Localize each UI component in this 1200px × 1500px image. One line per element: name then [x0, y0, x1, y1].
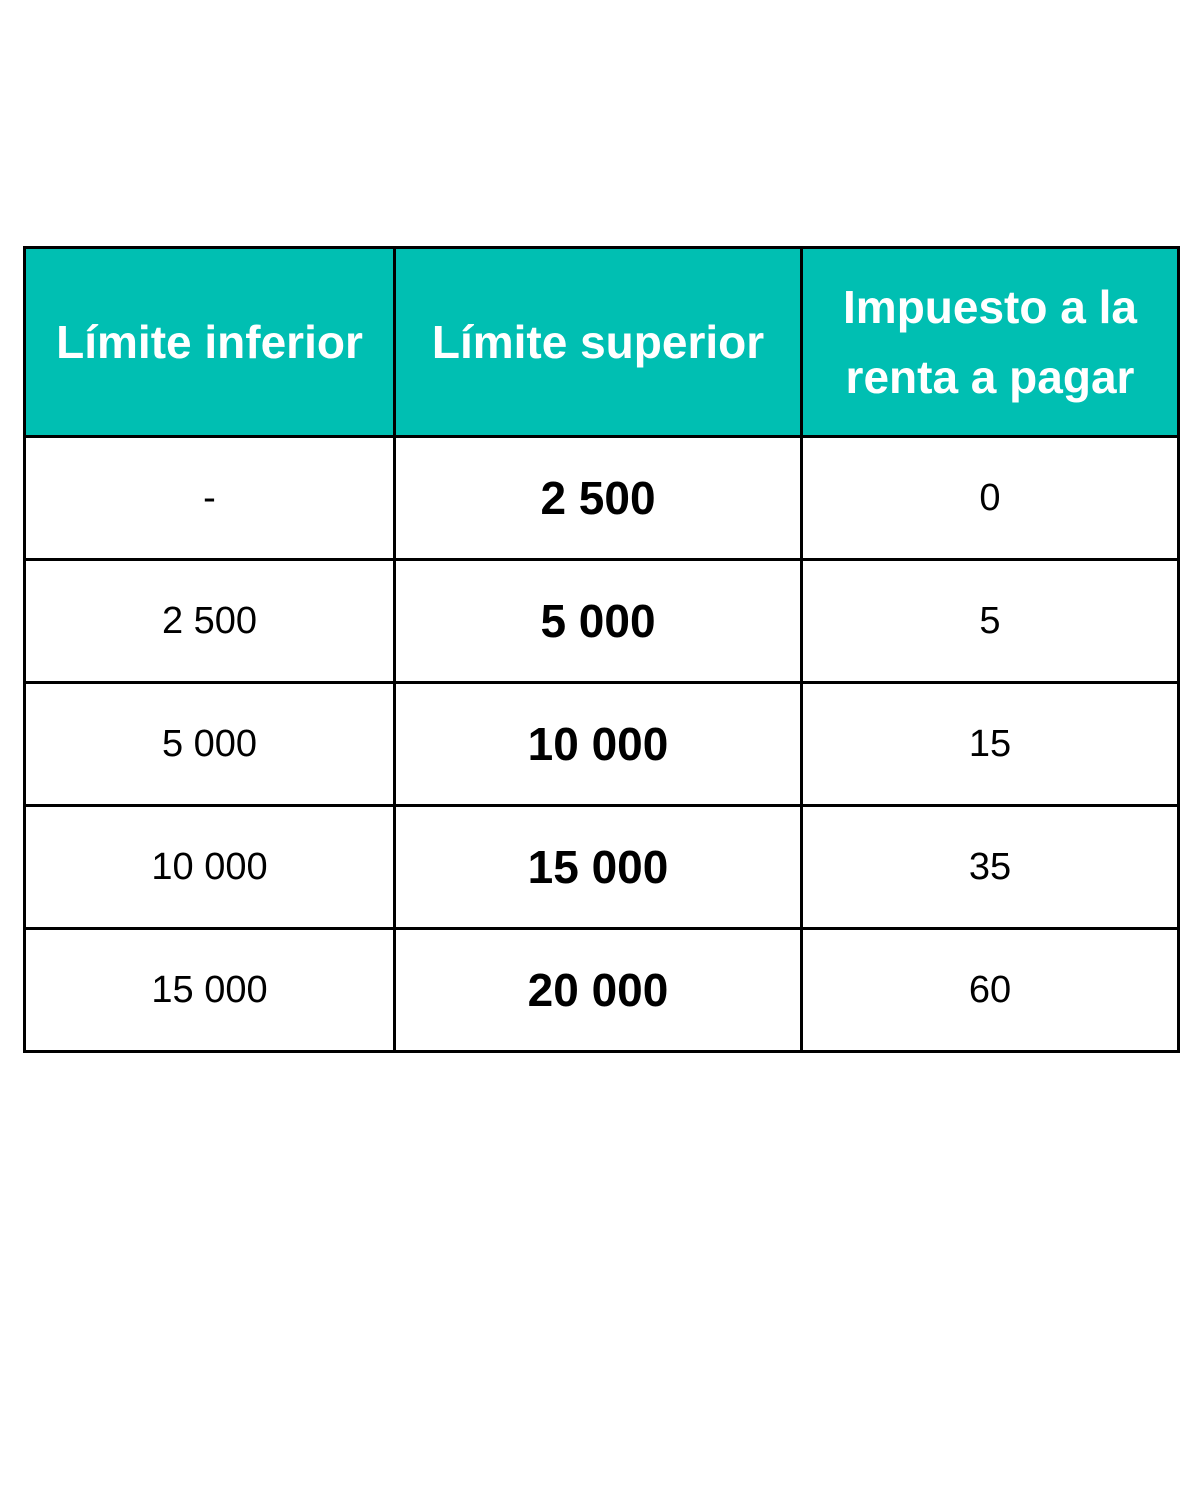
header-row — [25, 248, 1179, 437]
header-cell-tax: Impuesto a la renta a pagar — [802, 248, 1179, 437]
cell-lower-limit: - — [25, 437, 395, 560]
cell-lower-limit: 15 000 — [25, 929, 395, 1052]
cell-upper-limit: 5 000 — [395, 560, 802, 683]
cell-lower-limit: 2 500 — [25, 560, 395, 683]
table-row — [25, 929, 1179, 1052]
cell-lower-limit: 5 000 — [25, 683, 395, 806]
table-row — [25, 560, 1179, 683]
header-cell-upper-limit: Límite superior — [395, 248, 802, 437]
cell-upper-limit: 2 500 — [395, 437, 802, 560]
table-row — [25, 437, 1179, 560]
cell-tax: 15 — [802, 683, 1179, 806]
cell-upper-limit: 20 000 — [395, 929, 802, 1052]
table-row — [25, 683, 1179, 806]
cell-upper-limit: 15 000 — [395, 806, 802, 929]
cell-tax: 35 — [802, 806, 1179, 929]
table-row — [25, 806, 1179, 929]
cell-tax: 5 — [802, 560, 1179, 683]
tax-bracket-table — [23, 246, 1180, 1053]
cell-tax: 60 — [802, 929, 1179, 1052]
cell-lower-limit: 10 000 — [25, 806, 395, 929]
cell-tax: 0 — [802, 437, 1179, 560]
cell-upper-limit: 10 000 — [395, 683, 802, 806]
header-cell-lower-limit: Límite inferior — [25, 248, 395, 437]
